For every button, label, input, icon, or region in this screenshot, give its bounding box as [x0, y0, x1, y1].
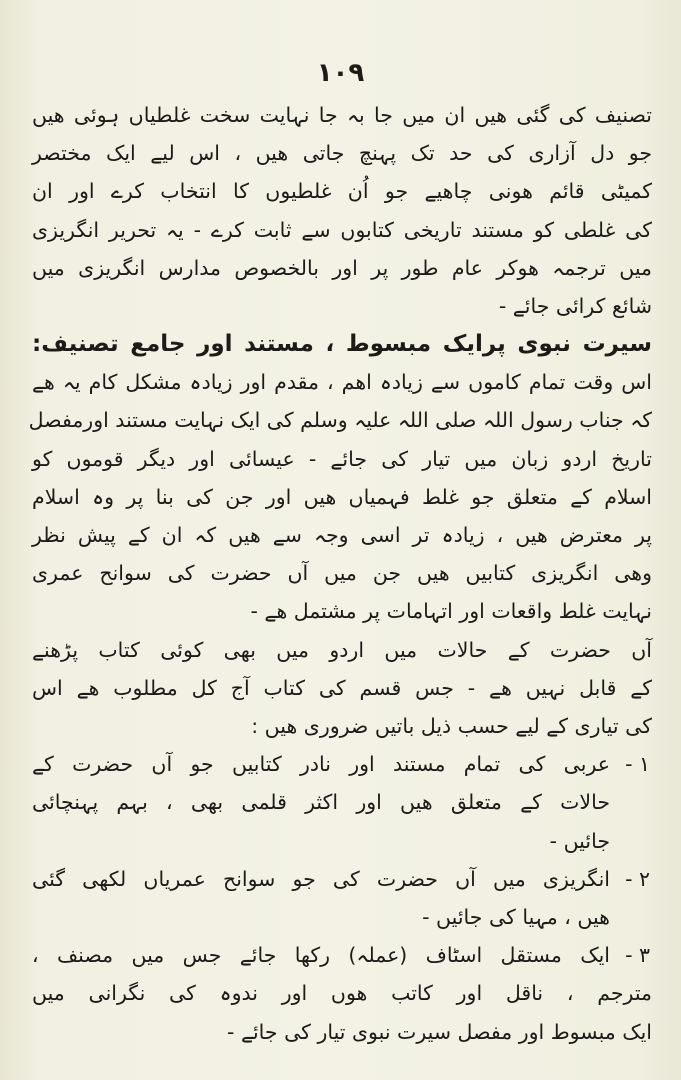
text-line: کمیٹی قائم ھونی چاھیے جو اُن غلطیوں کا انتخاب کرے اور ان [32, 179, 652, 204]
text-line: مترجم ، ناقل اور کاتب ھوں اور ندوہ کی نگرانی میں [32, 981, 652, 1006]
text-line: نہایت غلط واقعات اور اتہامات پر مشتمل ھے - [250, 599, 652, 624]
text-line: اس وقت تمام کاموں سے زیادہ اھم ، مقدم اور زیادہ مشکل کام یہ ھے [32, 370, 652, 395]
paragraph-3 [32, 631, 652, 746]
text-line: اسلام کے متعلق جو غلط فہمیاں ھیں اور جن کی بنا پر وہ اسلام [32, 484, 652, 509]
text-line: تصنیف کی گئی ھیں ان میں جا بہ جا نہایت سخت غلطیاں ہوئی ھیں [32, 103, 652, 127]
text-line: تاریخ اردو زبان میں تیار کی جائے - عیسائی اور دیگر قوموں کو [32, 446, 652, 471]
text-line: ایک مبسوط اور مفصل سیرت نبوی تیار کی جائے - [227, 1019, 652, 1044]
list-item-number: ۳ - [625, 943, 650, 968]
text-line: جو دل آزاری کی حد تک پہنچ جاتی ھیں ، اس لیے ایک مختصر [32, 141, 652, 166]
list-item [32, 860, 652, 936]
list-item [32, 745, 652, 860]
page-body [28, 96, 652, 1051]
text-line: حالات کے متعلق ھیں اور اکثر قلمی بھی ، بہم پہنچائی [32, 790, 610, 815]
text-line: کی غلطی کو مستند تاریخی کتابوں سے ثابت کرے - یہ تحریر انگریزی [32, 217, 652, 242]
text-line: انگریزی میں آں حضرت کی جو سوانح عمریاں لکھی گئی [32, 866, 610, 891]
text-line: ھیں ، مہیا کی جائیں - [422, 905, 610, 930]
list-item-number: ۱ - [625, 752, 650, 777]
text-line: کہ جناب رسول اللہ صلی اللہ علیہ وسلم کی ایک نہایت مستند اورمفصل [28, 408, 652, 433]
page-number: ۱۰۹ [316, 58, 365, 88]
text-line: آں حضرت کے حالات میں اردو میں بھی کوئی کتاب پڑھنے [32, 637, 652, 662]
section-heading: سیرت نبوی پرایک مبسوط ، مستند اور جامع تصنیف: [32, 331, 652, 358]
paragraph-2 [28, 363, 652, 630]
list-item-number: ۲ - [625, 866, 650, 891]
list-item [32, 936, 652, 1051]
text-line: میں ترجمہ ھوکر عام طور پر اور بالخصوص مدارس انگریزی میں [32, 255, 652, 280]
text-line: جائیں - [549, 828, 610, 853]
text-line: وھی انگریزی کتابیں ھیں جن میں آں حضرت کی سوانح عمری [32, 561, 652, 586]
text-line: شائع کرائی جائے - [498, 294, 652, 319]
text-line: ایک مستقل اسٹاف (عملہ) رکھا جائے جس میں مصنف ، [32, 943, 610, 968]
text-line: کی تیاری کے لیے حسب ذیل باتیں ضروری ھیں : [251, 714, 652, 739]
text-line: کے قابل نہیں ھے - جس قسم کی کتاب آج کل مطلوب ھے اس [32, 675, 652, 700]
paragraph-1 [32, 96, 652, 325]
text-line: پر معترض ھیں ، زیادہ تر اسی وجہ سے ھیں کہ ان کے پیش نظر [32, 523, 652, 548]
text-line: عربی کی تمام مستند اور نادر کتابیں جو آں حضرت کے [32, 752, 610, 777]
